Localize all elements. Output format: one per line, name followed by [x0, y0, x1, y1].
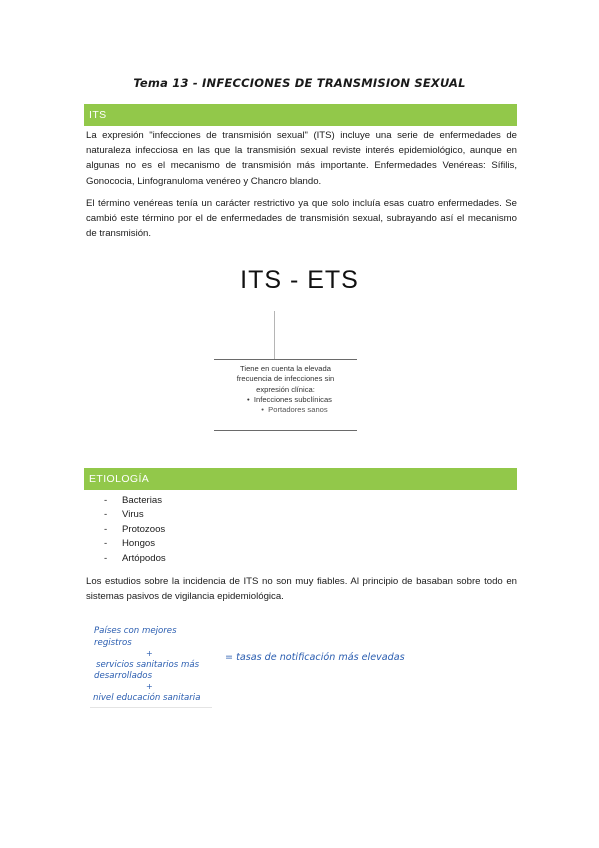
handwritten-line-5: nivel educación sanitaria — [93, 693, 201, 703]
etiologia-list — [104, 494, 166, 566]
handwritten-line-4: desarrollados — [94, 671, 153, 681]
handwritten-plus-2: + — [146, 682, 153, 691]
handwritten-line-3: servicios sanitarios más — [96, 660, 200, 670]
handwritten-line-2: registros — [94, 638, 132, 648]
list-item: - Artópodos — [104, 552, 166, 564]
bullet-dot: • — [261, 405, 269, 415]
bullet-dot: • — [247, 394, 254, 404]
diagram-top-rule — [214, 359, 357, 360]
list-item: - Protozoos — [104, 523, 166, 535]
diagram-box — [214, 364, 357, 415]
list-item: - Virus — [104, 509, 144, 521]
its-paragraph-2: El término venéreas tenía un carácter restrictivo ya que solo incluía esas cuatro enfermedades. Se cambió este término por el de enfermedades de transmisión sexual, subrayando así el mecanismo de transmisión. — [86, 198, 517, 240]
diagram-heading: ITS - ETS — [240, 266, 359, 294]
box-bullet-1: • Infecciones subclínicas — [247, 394, 332, 404]
list-item: - Bacterias — [104, 495, 162, 506]
diagram-bottom-rule — [214, 430, 357, 431]
section-header-etiologia: ETIOLOGÍA — [84, 468, 517, 490]
list-item: - Hongos — [104, 538, 156, 550]
box-line-3: expresión clínica: — [256, 384, 315, 394]
handwritten-plus-1: + — [146, 649, 153, 658]
its-paragraph-1: La expresión "infecciones de transmisión sexual" (ITS) incluye una serie de enfermedades de naturaleza infecciosa en las que la transmisión sexual reviste interés epidemiológico, aunque en algunas no es el mecanismo de transmisión más importante. Enfermedades Venéreas: Sífilis, Gonococia, Linfogranuloma venéreo y Chancro blando. — [86, 130, 517, 187]
page-title: Tema 13 - INFECCIONES DE TRANSMISION SEXUAL — [133, 76, 466, 90]
box-line-2: frecuencia de infecciones sin — [236, 374, 335, 384]
box-line-1: Tiene en cuenta la elevada — [240, 364, 331, 373]
handwritten-result: = tasas de notificación más elevadas — [225, 652, 405, 663]
diagram-connector — [274, 311, 275, 359]
box-bullet-2: • Portadores sanos — [261, 405, 328, 415]
etiologia-paragraph: Los estudios sobre la incidencia de ITS no son muy fiables. Al principio de basaban sobre todo en sistemas pasivos de vigilancia epidemiológica. — [86, 576, 517, 603]
handwritten-line-1: Países con mejores — [94, 626, 177, 636]
section-header-its: ITS — [84, 104, 517, 126]
